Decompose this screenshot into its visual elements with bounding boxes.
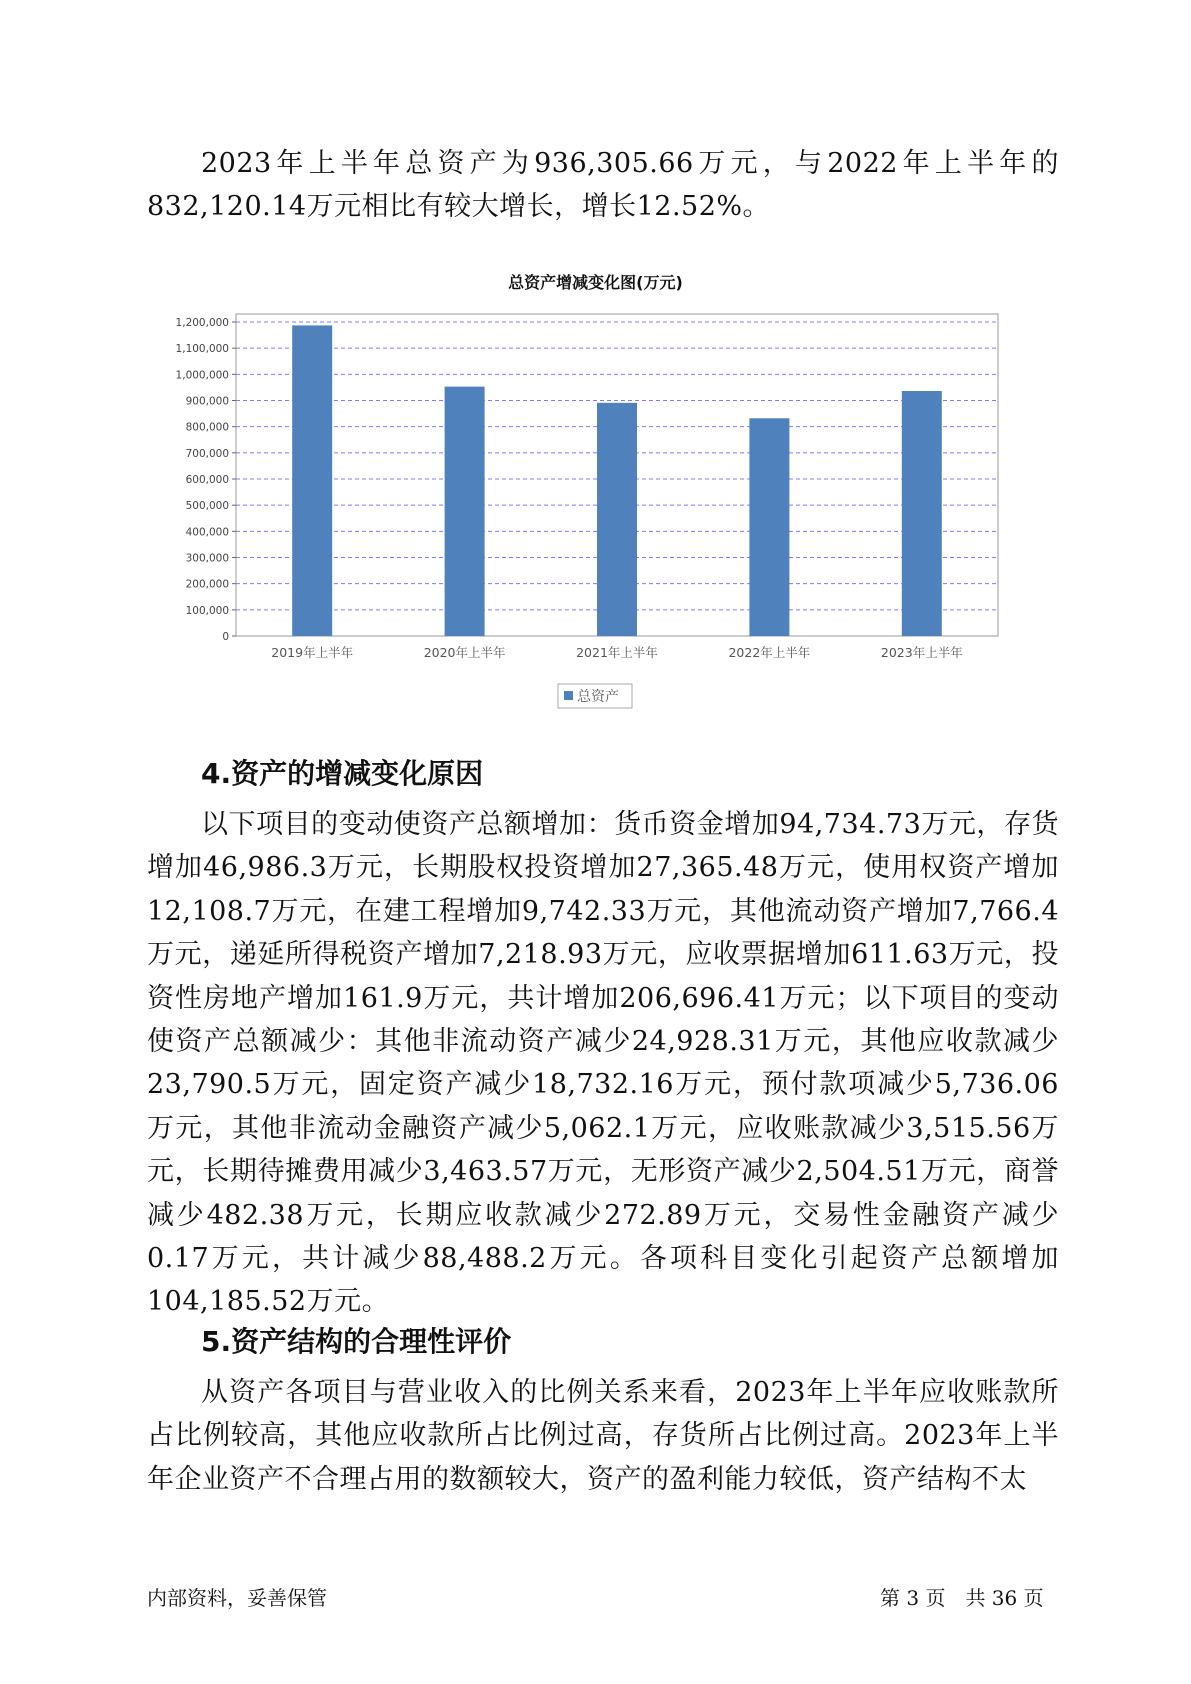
footer-page-number: 第 3 页 共 36 页 [880, 1586, 1044, 1610]
chart-title: 总资产增减变化图(万元) [508, 273, 683, 292]
y-tick-label: 200,000 [185, 578, 229, 591]
section-heading-5: 5.资产结构的合理性评价 [201, 1325, 512, 1358]
bar [597, 403, 637, 636]
y-tick-label: 800,000 [185, 421, 229, 434]
paragraph-total-assets: 2023年上半年总资产为936,305.66万元，与2022年上半年的832,120.14万元相比有较大增长，增长12.52%。 [147, 148, 1059, 223]
bar [445, 387, 485, 636]
x-tick-label: 2021年上半年 [576, 645, 658, 660]
y-tick-label: 400,000 [185, 526, 229, 539]
y-tick-label: 600,000 [185, 474, 229, 486]
y-tick-label: 1,000,000 [175, 369, 229, 382]
legend-label: 总资产 [577, 689, 619, 705]
x-tick-label: 2022年上半年 [728, 645, 811, 660]
bar [292, 325, 332, 636]
section-heading-4: 4.资产的增减变化原因 [201, 757, 484, 790]
x-tick-label: 2023年上半年 [880, 645, 963, 660]
paragraph-asset-structure: 从资产各项目与营业收入的比例关系来看，2023年上半年应收账款所占比例较高，其他应收款所占比例过高，存货所占比例过高。2023年上半年企业资产不合理占用的数额较大，资产的盈利能力较低，资产结构不太 [147, 1377, 1059, 1495]
x-tick-label: 2020年上半年 [423, 645, 506, 660]
bar [749, 418, 789, 636]
y-tick-label: 300,000 [185, 552, 229, 565]
y-tick-label: 1,200,000 [175, 317, 229, 329]
paragraph-asset-changes: 以下项目的变动使资产总额增加：货币资金增加94,734.73万元，存货增加46,986.3万元，长期股权投资增加27,365.48万元，使用权资产增加12,108.7万元，在建工程增加9,742.33万元，其他流动资产增加7,766.4万元，递延所得税资产增加7,218.93万元，应收票据增加611.63万元，投资性房地产增加161.9万元，共计增加206,696.41万元；以下项目的变动使资产总额减少：其他非流动资产减少24,928.31万元，其他应收款减少23,790.5万元，固定资产减少18,732.16万元，预付款项减少5,736.06万元，其他非流动金融资产减少5,062.1万元，应收账款减少3,515.56万元，长期待摊费用减少3,463.57万元，无形资产减少2,504.51万元，商誉减少482.38万元，长期应收款减少272.89万元，交易性金融资产减少0.17万元，共计减少88,488.2万元。各项科目变化引起资产总额增加104,185.52万元。 [147, 809, 1059, 1318]
y-tick-label: 0 [222, 631, 229, 643]
y-tick-label: 500,000 [185, 500, 229, 513]
y-tick-label: 900,000 [185, 395, 229, 408]
y-tick-label: 100,000 [185, 604, 229, 617]
y-tick-label: 700,000 [185, 447, 229, 460]
bar-chart [0, 0, 1191, 720]
y-tick-label: 1,100,000 [175, 343, 229, 356]
x-tick-label: 2019年上半年 [271, 645, 354, 660]
bar [902, 391, 942, 636]
footer-left: 内部资料，妥善保管 [147, 1586, 327, 1610]
legend-swatch [564, 691, 573, 700]
